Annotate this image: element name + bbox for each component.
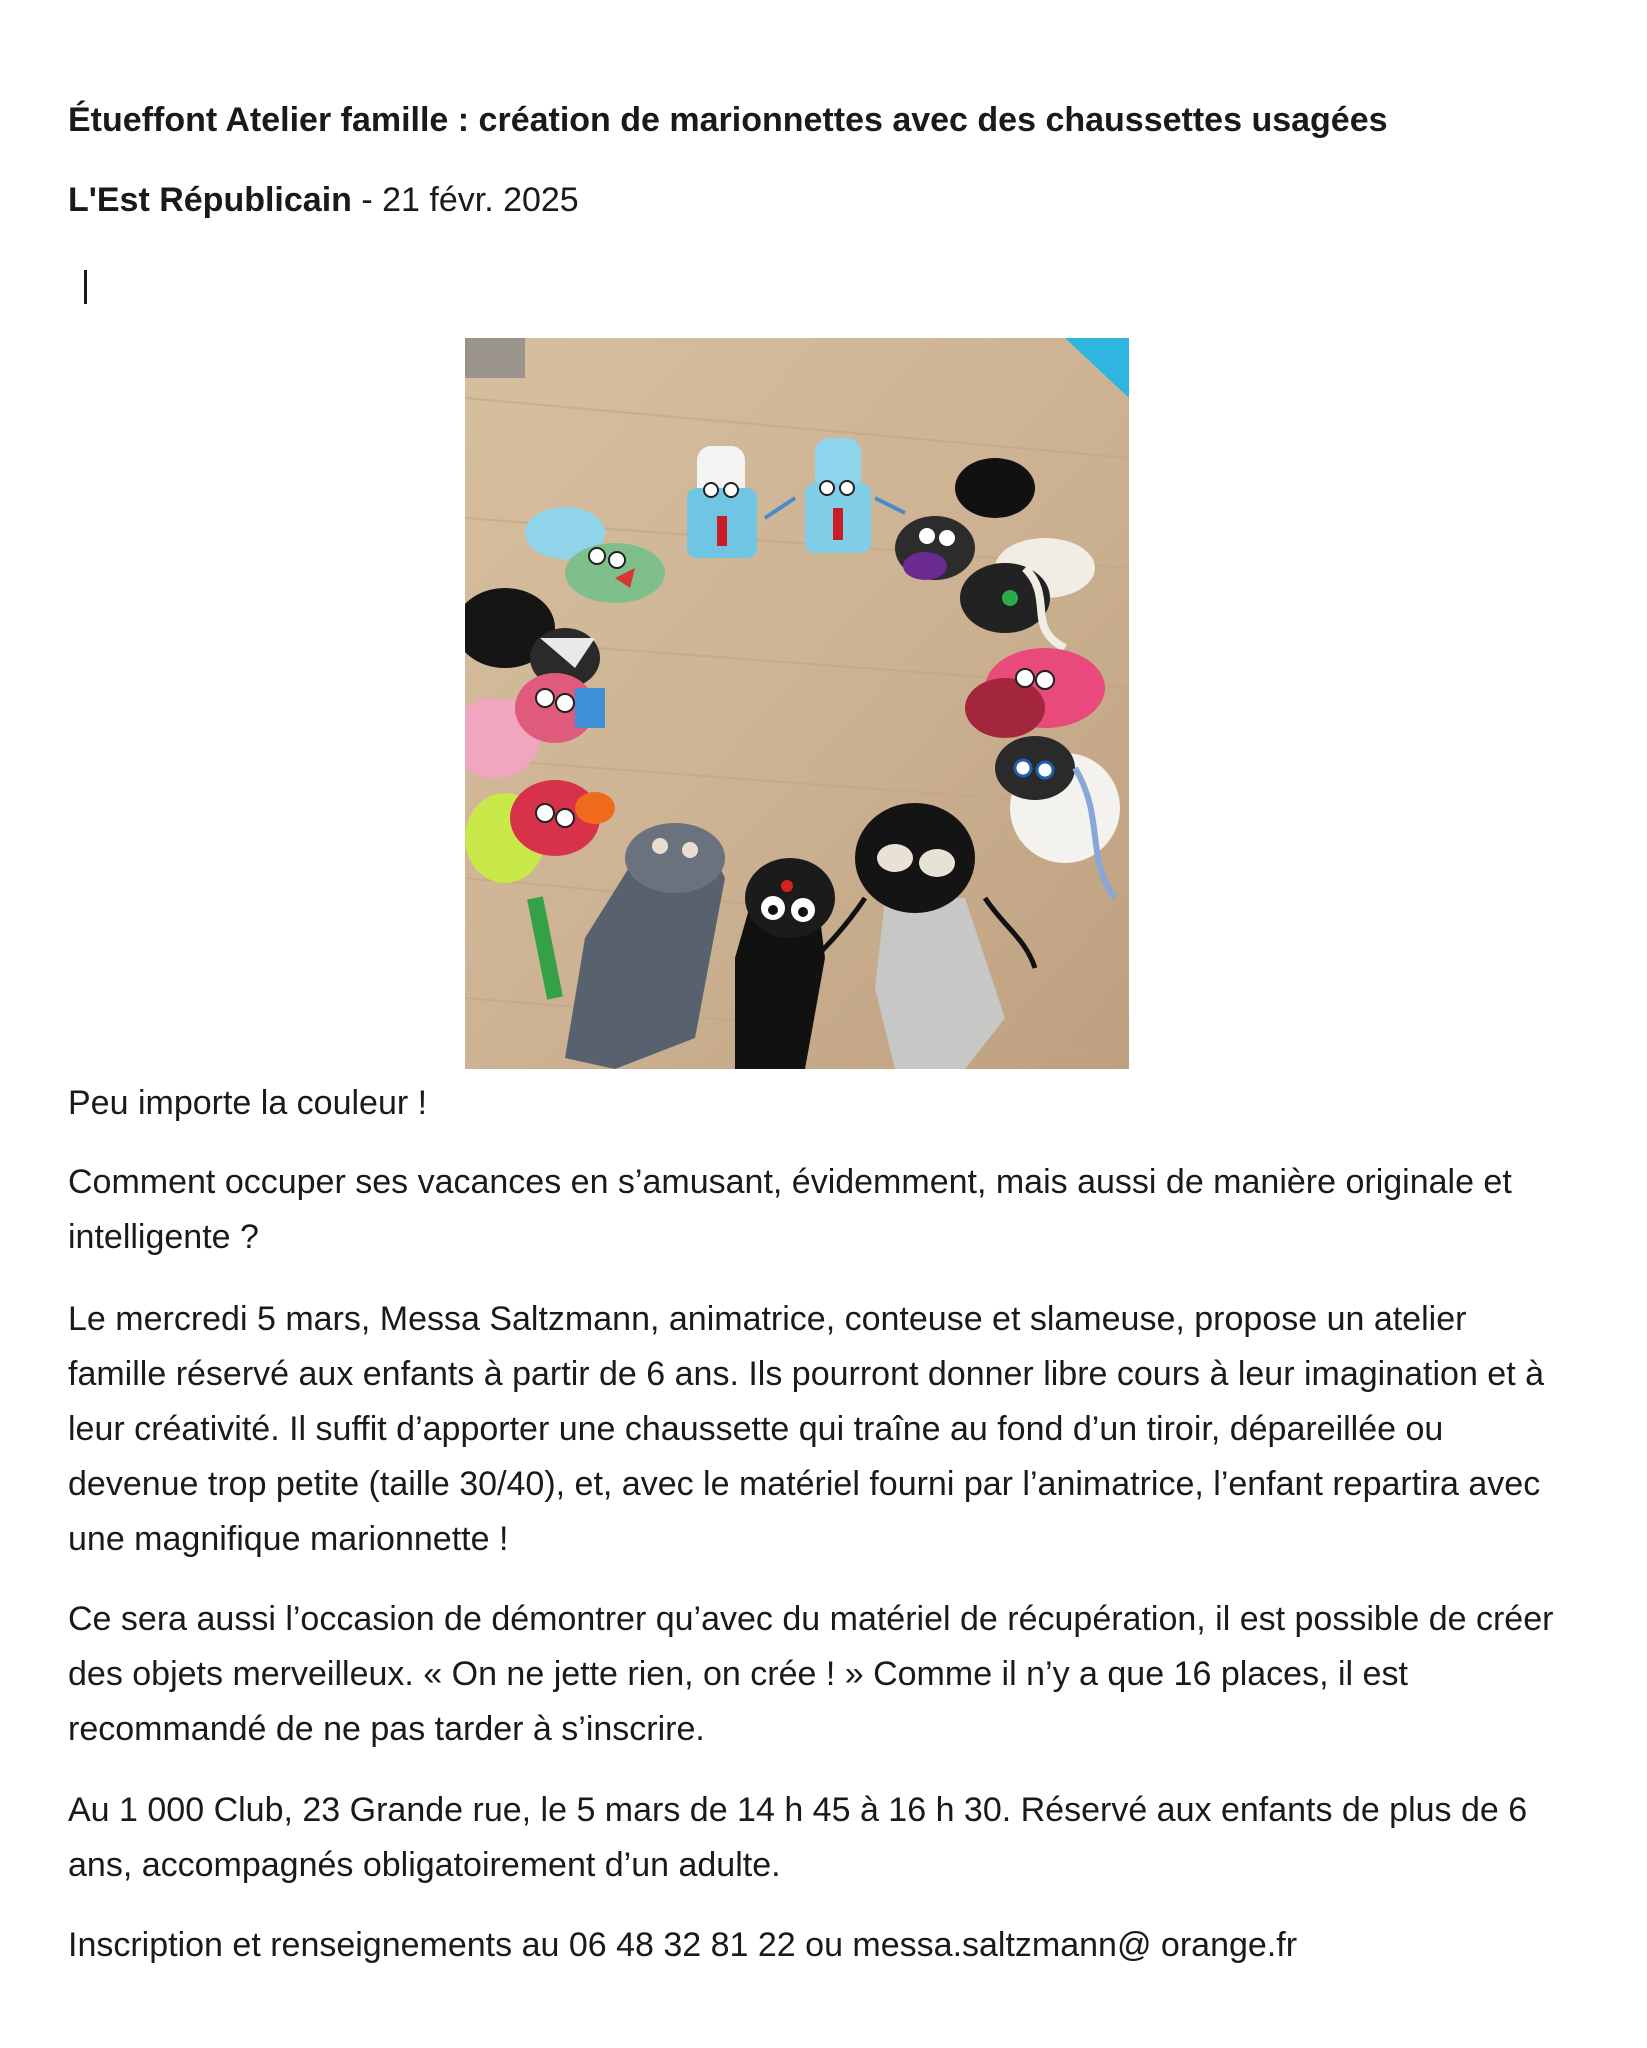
article-paragraph: Comment occuper ses vacances en s’amusant, évidemment, mais aussi de manière originale et intelligente ? <box>68 1163 1512 1256</box>
article-paragraph: Le mercredi 5 mars, Messa Saltzmann, animatrice, conteuse et slameuse, propose un atelier famille réservé aux enfants à partir de 6 ans. Ils pourront donner libre cours à leur imagination et à leur créativité. Il suffit d’apporter une chaussette qui traîne au fond d’un tiroir, dépareillée ou devenue trop petite (taille 30/40), et, avec le matériel fourni par l’animatrice, l’enfant repartira avec une magnifique marionnette ! <box>68 1300 1545 1558</box>
article-byline <box>68 178 579 222</box>
article-paragraph: Peu importe la couleur ! <box>68 1084 428 1122</box>
article-photo <box>465 338 1129 1069</box>
text-cursor <box>84 270 87 304</box>
chair-edge <box>465 338 525 378</box>
contact-paragraph: Inscription et renseignements au 06 48 32 81 22 ou messa.saltzmann@ orange.fr <box>68 1926 1298 1964</box>
sock-puppets-photo-graphic <box>465 338 1129 1069</box>
article-source[interactable]: L'Est Républicain <box>68 181 352 219</box>
article-paragraph: Au 1 000 Club, 23 Grande rue, le 5 mars de 14 h 45 à 16 h 30. Réservé aux enfants de plus de 6 ans, accompagnés obligatoirement d’un adulte. <box>68 1791 1528 1884</box>
byline-separator: - <box>351 181 383 219</box>
article-paragraph: Ce sera aussi l’occasion de démontrer qu’avec du matériel de récupération, il est possible de créer des objets merveilleux. « On ne jette rien, on crée ! » Comme il n’y a que 16 places, il est recommandé de ne pas tarder à s’inscrire. <box>68 1600 1554 1748</box>
article-date: 21 févr. 2025 <box>382 181 579 219</box>
article-title: Étueffont Atelier famille : création de marionnettes avec des chaussettes usagées <box>68 101 1388 139</box>
